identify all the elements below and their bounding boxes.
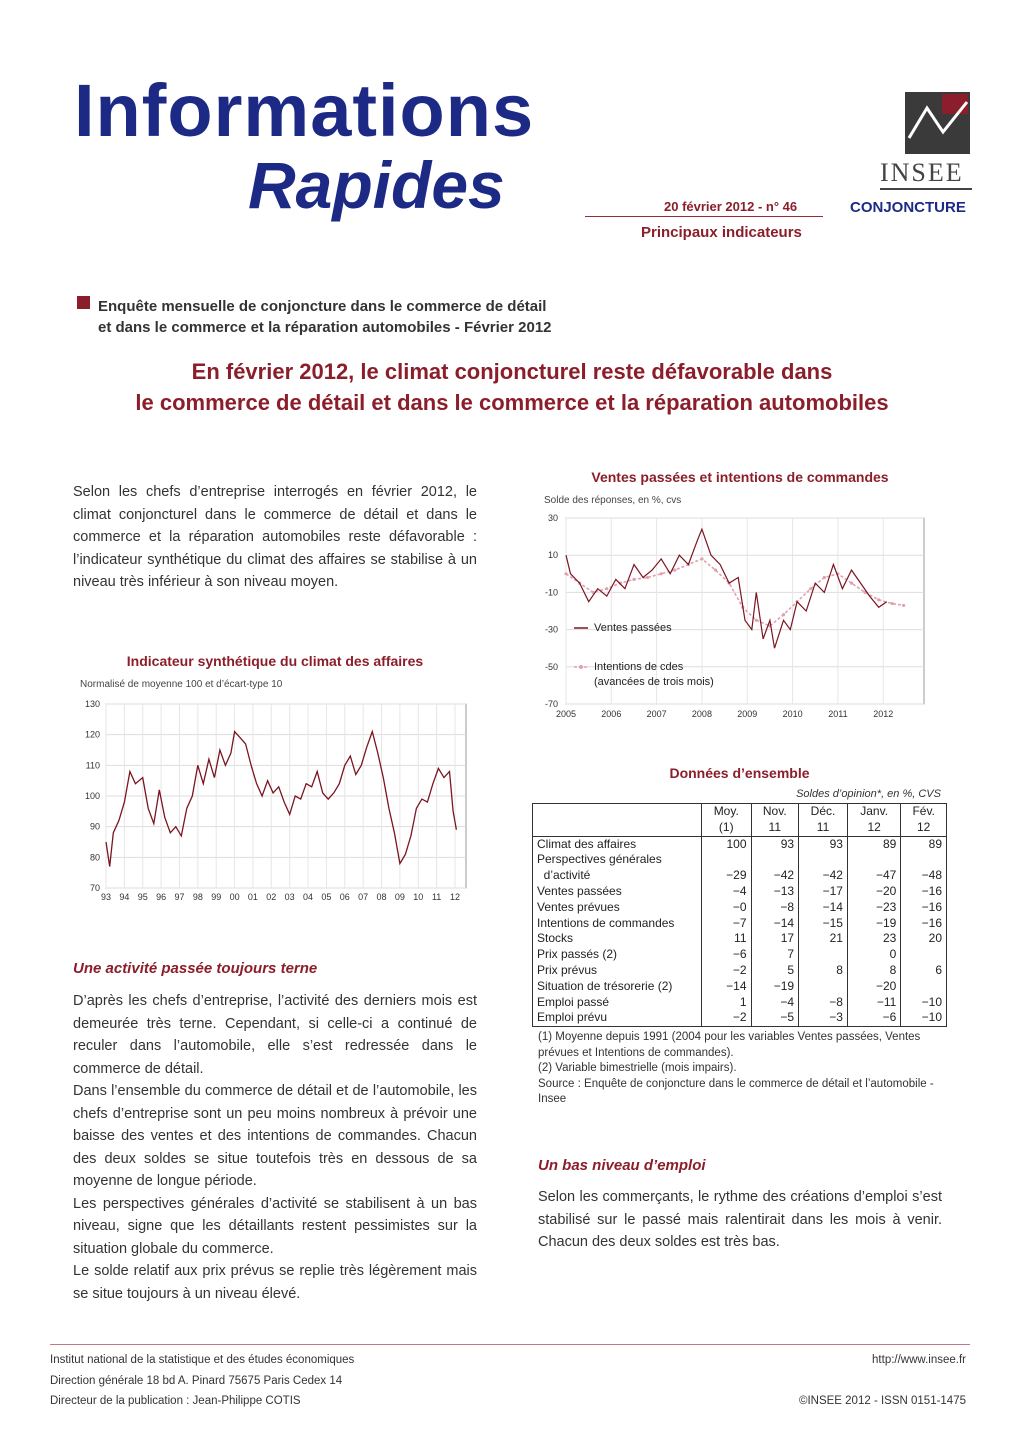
table-row	[533, 900, 947, 916]
table-cell: −14	[751, 916, 799, 932]
table-row-label: Prix prévus	[533, 963, 702, 979]
chart2-legend-marker	[579, 665, 583, 669]
table-row-label: Emploi prévu	[533, 1010, 702, 1026]
chart2-ytick-label: -50	[544, 661, 558, 672]
table-cell: −7	[702, 916, 752, 932]
chart1-xtick-label: 97	[174, 892, 185, 902]
table-cell: 1	[702, 995, 752, 1011]
chart2-point-intentions	[877, 598, 880, 601]
insee-conjoncture-label: CONJONCTURE	[850, 199, 966, 216]
chart1-ytick-label: 130	[84, 699, 100, 709]
survey-bullet-icon	[77, 296, 90, 309]
chart1-xtick-label: 06	[339, 892, 350, 902]
section1-paragraph: Dans l’ensemble du commerce de détail et de l’automobile, les chefs d’entreprise sont un peu moins nombreux à prévoir une baisse des ventes et des intentions de commandes. Chacun des deux soldes se situe toutefois très en dessous de sa moyenne de longue période.	[73, 1083, 477, 1189]
chart2-xtick-label: 2009	[737, 709, 758, 719]
table-row	[533, 979, 947, 995]
table-cell: 21	[799, 931, 848, 947]
table-cell: −20	[847, 979, 900, 995]
table-row-label: Perspectives générales	[533, 852, 702, 868]
section1-paragraph: D’après les chefs d’entreprise, l’activité des derniers mois est demeurée très terne. Cependant, si celle-ci a continué de reculer dans l’automobile, elle s’est redressée dans le commerce de détail.	[73, 993, 477, 1077]
table-cell: 89	[847, 836, 900, 852]
table-cell: 93	[799, 836, 848, 852]
chart2-point-intentions	[755, 619, 758, 622]
headline-line: En février 2012, le climat conjoncturel reste défavorable dans	[191, 359, 833, 384]
header-divider	[585, 216, 823, 217]
chart2-point-intentions	[660, 572, 663, 575]
table-cell: −16	[901, 900, 947, 916]
table-row-label: Stocks	[533, 931, 702, 947]
headline-line: le commerce de détail et dans le commerce et la réparation automobiles	[135, 390, 889, 415]
table-cell: 93	[751, 836, 799, 852]
table-row	[533, 963, 947, 979]
table-cell: 5	[751, 963, 799, 979]
chart1-xtick-label: 09	[394, 892, 405, 902]
issue-date: 20 février 2012 - n° 46	[664, 199, 798, 214]
chart2-point-intentions	[714, 568, 717, 571]
table-cell: 89	[901, 836, 947, 852]
survey-title	[98, 296, 552, 338]
insee-wordmark: INSEE	[880, 158, 964, 187]
section2-paragraph: Selon les commerçants, le rythme des créations d’emploi s’est stabilisé sur le passé mais ralentirait dans les mois à venir. Chacun des deux soldes est très bas.	[538, 1189, 942, 1250]
sales-orders-chart	[536, 510, 936, 728]
lead-paragraph: Selon les chefs d’entreprise interrogés en février 2012, le climat conjoncturel dans le commerce de détail et dans le commerce et la réparation automobiles reste défavorable : l’indicateur synthétique du climat des affaires se stabilise à un niveau très inférieur à son niveau moyen.	[73, 484, 477, 590]
table-cell	[799, 979, 848, 995]
table-cell: −2	[702, 1010, 752, 1026]
chart2-point-intentions	[850, 582, 853, 585]
table-row-label: Emploi passé	[533, 995, 702, 1011]
table-cell: 11	[702, 931, 752, 947]
chart1-title: Indicateur synthétique du climat des affaires	[126, 653, 424, 669]
table-row-label: Ventes passées	[533, 884, 702, 900]
table-unit: Soldes d’opinion*, en %, CVS	[796, 788, 941, 800]
table-cell: 0	[847, 947, 900, 963]
table-row	[533, 852, 947, 868]
chart2-point-intentions	[673, 568, 676, 571]
chart2-ytick-label: 10	[547, 550, 558, 561]
table-cell	[901, 979, 947, 995]
section1-heading: Une activité passée toujours terne	[73, 960, 318, 977]
chart2-ytick-label: 30	[547, 513, 558, 523]
table-cell	[702, 852, 752, 868]
chart1-xtick-label: 05	[321, 892, 332, 902]
chart2-point-intentions	[891, 602, 894, 605]
table-cell	[847, 852, 900, 868]
table-cell: 17	[751, 931, 799, 947]
climate-indicator-chart	[70, 696, 480, 912]
table-cell: 23	[847, 931, 900, 947]
table-row	[533, 868, 947, 884]
chart1-xtick-label: 93	[100, 892, 112, 902]
table-cell: −13	[751, 884, 799, 900]
chart1-xtick-label: 99	[211, 892, 222, 902]
summary-table	[532, 803, 947, 1027]
table-cell: −16	[901, 884, 947, 900]
insee-wordmark-rule	[880, 188, 972, 190]
table-note: (1) Moyenne depuis 1991 (2004 pour les variables Ventes passées, Ventes prévues et Intentions de commandes).	[538, 1031, 921, 1059]
table-cell: −10	[901, 1010, 947, 1026]
table-note: Source : Enquête de conjoncture dans le commerce de détail et l’automobile - Insee	[538, 1077, 934, 1105]
table-cell: −14	[702, 979, 752, 995]
table-header-cell: Janv. 12	[847, 804, 900, 837]
table-row	[533, 995, 947, 1011]
table-row-label: Situation de trésorerie (2)	[533, 979, 702, 995]
footer-copyright: ©INSEE 2012 - ISSN 0151-1475	[798, 1395, 966, 1407]
table-cell: −6	[702, 947, 752, 963]
table-cell: −10	[901, 995, 947, 1011]
table-cell: 7	[751, 947, 799, 963]
masthead-subtitle: Rapides	[248, 148, 505, 222]
chart1-ytick-label: 100	[84, 791, 100, 801]
table-cell: −20	[847, 884, 900, 900]
chart2-point-intentions	[782, 613, 785, 616]
issue-category: Principaux indicateurs	[641, 224, 802, 241]
table-cell: −48	[901, 868, 947, 884]
headline	[60, 356, 964, 418]
table-cell: −16	[901, 916, 947, 932]
table-row-label: Climat des affaires	[533, 836, 702, 852]
survey-title-line: Enquête mensuelle de conjoncture dans le commerce de détail	[98, 298, 547, 315]
table-row-label: d’activité	[533, 868, 702, 884]
chart1-xtick-label: 96	[156, 892, 167, 902]
chart2-legend-label: Intentions de cdes	[594, 661, 684, 673]
chart2-legend-label: (avancées de trois mois)	[594, 676, 714, 688]
footer-url[interactable]: http://www.insee.fr	[872, 1354, 966, 1366]
table-row-label: Prix passés (2)	[533, 947, 702, 963]
chart2-legend-label: Ventes passées	[594, 622, 672, 634]
footer-line: Direction générale 18 bd A. Pinard 75675 Paris Cedex 14	[50, 1374, 343, 1387]
table-cell: −47	[847, 868, 900, 884]
chart1-xtick-label: 04	[303, 892, 314, 902]
table-cell: −2	[702, 963, 752, 979]
chart2-point-intentions	[564, 572, 567, 575]
chart1-xtick-label: 02	[266, 892, 277, 902]
table-row-label: Ventes prévues	[533, 900, 702, 916]
table-cell: −8	[799, 995, 848, 1011]
table-cell: −4	[702, 884, 752, 900]
table-cell: 100	[702, 836, 752, 852]
chart2-xtick-label: 2006	[601, 709, 622, 719]
table-cell: −19	[751, 979, 799, 995]
chart1-xtick-label: 98	[192, 892, 203, 902]
table-cell	[799, 947, 848, 963]
chart1-xtick-label: 01	[247, 892, 258, 902]
chart1-ytick-label: 110	[85, 760, 100, 771]
table-row	[533, 931, 947, 947]
section1-paragraph: Les perspectives générales d’activité se stabilisent à un bas niveau, signe que les détaillants restent pessimistes sur la situation globale du commerce.	[73, 1195, 477, 1257]
table-cell: −42	[799, 868, 848, 884]
table-cell: −6	[847, 1010, 900, 1026]
table-cell: 8	[799, 963, 848, 979]
insee-logo-icon	[905, 92, 970, 154]
table-row	[533, 836, 947, 852]
table-cell: 20	[901, 931, 947, 947]
masthead-title: Informations	[74, 69, 535, 152]
chart2-point-intentions	[646, 576, 649, 579]
table-row	[533, 1010, 947, 1026]
table-cell: −8	[751, 900, 799, 916]
chart1-xtick-label: 03	[284, 892, 295, 902]
chart1-ytick-label: 90	[89, 821, 100, 832]
section1-paragraph: Le solde relatif aux prix prévus se replie très légèrement mais se situe toujours à un niveau élevé.	[73, 1263, 477, 1302]
table-cell: −0	[702, 900, 752, 916]
chart2-ytick-label: -70	[544, 699, 558, 709]
chart2-point-intentions	[632, 578, 635, 581]
chart1-xtick-label: 12	[449, 892, 460, 902]
table-title: Données d’ensemble	[669, 765, 810, 781]
footer-line: Directeur de la publication : Jean-Philippe COTIS	[50, 1395, 301, 1407]
chart1-ytick-label: 120	[84, 729, 100, 740]
table-cell: −3	[799, 1010, 848, 1026]
table-cell: −19	[847, 916, 900, 932]
table-cell: 8	[847, 963, 900, 979]
table-cell: −11	[847, 995, 900, 1011]
chart1-xtick-label: 11	[431, 892, 442, 902]
chart2-title: Ventes passées et intentions de commandes	[591, 469, 889, 485]
table-cell	[901, 947, 947, 963]
chart2-xtick-label: 2012	[873, 709, 894, 719]
section2-heading: Un bas niveau d’emploi	[538, 1157, 706, 1174]
table-header-cell: Déc. 11	[799, 804, 848, 837]
section2-body	[538, 1186, 942, 1254]
chart1-xtick-label: 00	[229, 892, 240, 902]
table-header-row	[533, 804, 947, 837]
chart2-point-intentions	[823, 576, 826, 579]
table-header-cell: Nov. 11	[751, 804, 799, 837]
footer-line: Institut national de la statistique et des études économiques	[50, 1354, 355, 1366]
chart2-subtitle: Solde des réponses, en %, cvs	[544, 495, 682, 506]
table-cell: −23	[847, 900, 900, 916]
chart2-xtick-label: 2011	[828, 709, 848, 719]
chart2-xtick-label: 2005	[555, 709, 577, 719]
chart2-point-intentions	[605, 587, 608, 590]
table-row	[533, 916, 947, 932]
table-row	[533, 884, 947, 900]
chart1-xtick-label: 07	[358, 892, 369, 902]
table-cell: −42	[751, 868, 799, 884]
chart2-point-intentions	[902, 604, 905, 607]
table-cell: −15	[799, 916, 848, 932]
chart2-xtick-label: 2010	[782, 709, 803, 719]
survey-title-line: et dans le commerce et la réparation automobiles - Février 2012	[98, 319, 552, 336]
table-cell	[799, 852, 848, 868]
chart1-subtitle: Normalisé de moyenne 100 et d’écart-type 10	[80, 679, 283, 690]
chart2-xtick-label: 2008	[691, 709, 712, 719]
chart2-point-intentions	[700, 557, 703, 560]
chart1-xtick-label: 10	[413, 892, 424, 902]
table-cell	[751, 852, 799, 868]
table-header-cell: Fév. 12	[901, 804, 947, 837]
footer-address	[50, 1350, 354, 1412]
table-cell	[901, 852, 947, 868]
table-header-cell: Moy. (1)	[702, 804, 752, 837]
table-cell: −5	[751, 1010, 799, 1026]
footer-divider	[50, 1344, 970, 1345]
table-note: (2) Variable bimestrielle (mois impairs).	[538, 1062, 737, 1074]
table-cell: 6	[901, 963, 947, 979]
table-cell: −14	[799, 900, 848, 916]
chart2-ytick-label: -10	[544, 587, 558, 598]
chart2-point-intentions	[809, 587, 812, 590]
table-row-label: Intentions de commandes	[533, 916, 702, 932]
chart1-xtick-label: 95	[137, 892, 148, 902]
chart1-ytick-label: 70	[89, 883, 100, 893]
section1-body	[73, 990, 477, 1305]
chart1-xtick-label: 08	[376, 892, 387, 902]
chart1-ytick-label: 80	[89, 852, 100, 863]
table-header-cell	[533, 804, 702, 837]
chart2-ytick-label: -30	[544, 624, 558, 635]
table-notes	[538, 1030, 938, 1108]
table-cell: −4	[751, 995, 799, 1011]
chart1-xtick-label: 94	[119, 892, 130, 902]
table-cell: −29	[702, 868, 752, 884]
table-cell: −17	[799, 884, 848, 900]
table-row	[533, 947, 947, 963]
chart2-xtick-label: 2007	[646, 709, 667, 719]
